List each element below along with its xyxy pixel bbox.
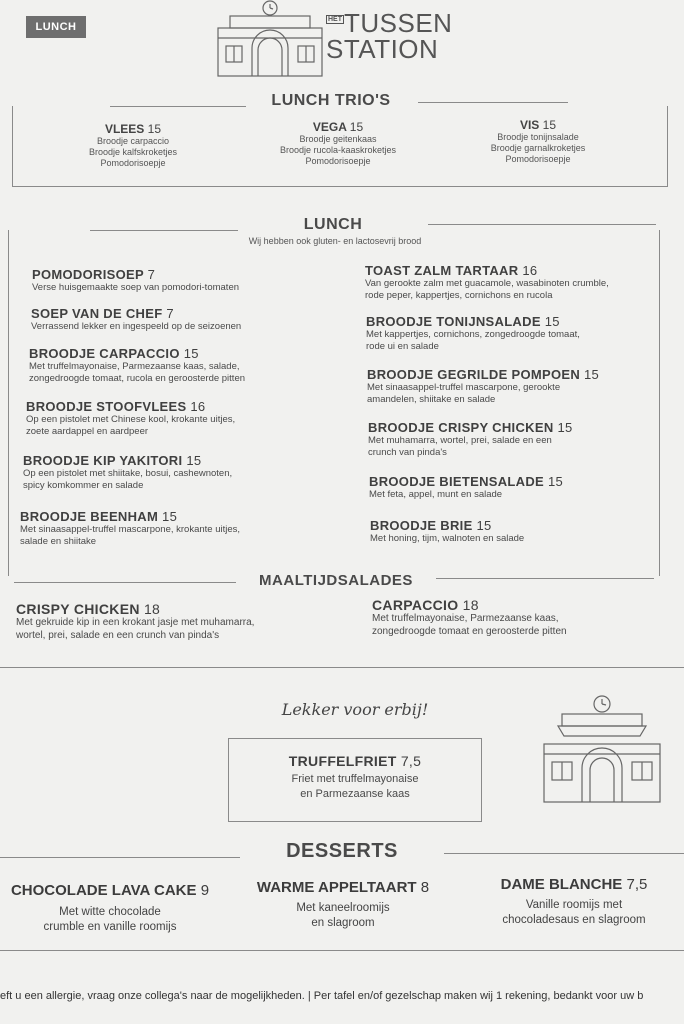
item-price: 15 <box>544 314 560 329</box>
item-price: 16 <box>522 263 538 278</box>
trio-line: Broodje rucola-kaaskroketjes <box>279 145 397 155</box>
item-price: 15 <box>162 509 178 524</box>
item-desc: Met honing, tijm, walnoten en salade <box>370 533 525 544</box>
item-name: BROODJE GEGRILDE POMPOEN <box>367 367 581 382</box>
item-price: 15 <box>547 474 564 489</box>
item-desc: Met gekruide kip in een krokant jasje met muhamarra, <box>16 617 255 628</box>
item-desc: zoete aardappel en aardpeer <box>26 425 149 437</box>
extra-item <box>229 753 481 802</box>
divider <box>436 578 654 579</box>
item-price: 15 <box>583 367 600 382</box>
item-desc: rode peper, kappertjes, cornichons en rucola <box>365 289 553 301</box>
item-price: 8 <box>420 879 430 896</box>
item-name: CARPACCIO <box>372 597 459 613</box>
trio-price: 15 <box>147 122 162 136</box>
menu-item <box>369 474 659 501</box>
station-logo-icon <box>216 0 324 78</box>
item-desc: Op een pistolet met shiitake, bosui, cashewnoten, <box>23 468 233 479</box>
item-price: 18 <box>462 597 479 613</box>
item-desc: en Parmezaanse kaas <box>300 788 410 800</box>
item-name: BROODJE CARPACCIO <box>29 346 180 361</box>
trio-name: VIS <box>519 118 540 132</box>
menu-item <box>29 346 349 384</box>
trio-line: Pomodorisoepje <box>505 154 571 164</box>
restaurant-logo <box>326 10 452 62</box>
item-name: TRUFFELFRIET <box>288 753 397 769</box>
item-desc: Met kappertjes, cornichons, zongedroogde tomaat, <box>366 329 580 340</box>
item-name: BROODJE BEENHAM <box>20 509 159 524</box>
trio-line: Pomodorisoepje <box>100 158 166 168</box>
item-desc: Op een pistolet met Chinese kool, krokante uitjes, <box>26 414 236 425</box>
menu-item <box>366 314 656 352</box>
menu-item <box>31 306 351 333</box>
trio-name: VLEES <box>104 122 145 136</box>
footer-note: eft u een allergie, vraag onze collega's naar de mogelijkheden. | Per tafel en/of gezelschap maken wij 1 rekening, bedankt voor uw b <box>0 990 644 1002</box>
item-desc: salade en shiitake <box>20 535 97 547</box>
item-desc: Verse huisgemaakte soep van pomodori-tomaten <box>32 282 240 293</box>
menu-item <box>368 420 658 458</box>
item-price: 15 <box>183 346 199 361</box>
trio-name: VEGA <box>312 120 347 134</box>
item-name: BROODJE TONIJNSALADE <box>366 314 541 329</box>
item-name: SOEP VAN DE CHEF <box>31 306 163 321</box>
salads-title: MAALTIJDSALADES <box>259 572 413 589</box>
item-desc: Met witte chocolade <box>59 906 161 918</box>
item-price: 16 <box>190 399 206 414</box>
trio-vlees <box>53 122 213 169</box>
trio-line: Broodje garnalkroketjes <box>490 143 586 153</box>
item-name: BROODJE STOOFVLEES <box>26 399 187 414</box>
menu-item <box>370 518 660 545</box>
menu-item <box>32 267 352 294</box>
menu-item <box>365 263 655 301</box>
item-desc: crumble en vanille roomijs <box>43 921 177 933</box>
lunch-subtitle: Wij hebben ook gluten- en lactosevrij brood <box>248 236 422 246</box>
item-name: TOAST ZALM TARTAAR <box>365 263 519 278</box>
station-building-icon <box>540 692 664 804</box>
item-price: 7 <box>147 267 156 282</box>
item-desc: en slagroom <box>311 917 375 929</box>
trio-price: 15 <box>349 120 364 134</box>
divider <box>0 667 684 668</box>
menu-item <box>367 367 657 405</box>
item-desc: Met sinaasappel-truffel mascarpone, krokante uitjes, <box>20 524 241 535</box>
item-name: BROODJE BRIE <box>370 518 473 533</box>
menu-item <box>26 399 346 437</box>
item-price: 9 <box>200 882 210 899</box>
item-name: POMODORISOEP <box>32 267 144 282</box>
item-desc: rode ui en salade <box>366 340 439 352</box>
item-desc: Verrassend lekker en ingespeeld op de seizoenen <box>31 321 242 332</box>
item-desc: amandelen, shiitake en salade <box>367 393 496 405</box>
item-price: 7,5 <box>626 876 648 893</box>
trio-vis <box>453 118 623 165</box>
menu-item <box>20 509 340 547</box>
item-desc: Met truffelmayonaise, Parmezaanse kaas, <box>372 613 559 624</box>
item-desc: zongedroogde tomaat, rucola en geroosterde pitten <box>29 372 246 384</box>
trios-box <box>12 106 668 187</box>
dessert-item <box>240 879 446 931</box>
item-desc: chocoladesaus en slagroom <box>502 914 646 926</box>
divider <box>428 224 656 225</box>
divider <box>0 950 684 951</box>
trio-price: 15 <box>542 118 557 132</box>
item-name: BROODJE CRISPY CHICKEN <box>368 420 554 435</box>
salad-item <box>16 601 346 642</box>
item-desc: zongedroogde tomaat en geroosterde pitten <box>372 625 567 637</box>
divider <box>444 853 684 854</box>
menu-item <box>23 453 343 491</box>
trio-line: Broodje tonijnsalade <box>497 132 579 142</box>
item-desc: Met feta, appel, munt en salade <box>369 489 503 500</box>
extra-box <box>228 738 482 822</box>
logo-line1: TUSSEN <box>344 8 453 38</box>
salad-item <box>372 597 672 638</box>
item-name: CRISPY CHICKEN <box>16 601 140 617</box>
logo-het: HET <box>328 16 342 23</box>
item-desc: Vanille roomijs met <box>525 899 623 911</box>
item-desc: crunch van pinda's <box>368 446 447 458</box>
item-desc: spicy komkommer en salade <box>23 479 144 491</box>
trio-line: Pomodorisoepje <box>305 156 371 166</box>
item-desc: Met muhamarra, wortel, prei, salade en een <box>368 435 552 446</box>
divider <box>0 857 240 858</box>
item-desc: Met kaneelroomijs <box>296 902 390 914</box>
item-price: 15 <box>476 518 492 533</box>
logo-line2: STATION <box>326 34 439 64</box>
item-name: CHOCOLADE LAVA CAKE <box>10 882 197 899</box>
divider <box>418 102 568 103</box>
item-desc: Met truffelmayonaise, Parmezaanse kaas, salade, <box>29 361 240 372</box>
item-name: BROODJE BIETENSALADE <box>369 474 545 489</box>
item-price: 7,5 <box>400 753 422 769</box>
item-price: 7 <box>166 306 174 321</box>
trios-title: LUNCH TRIO'S <box>271 92 391 109</box>
item-desc: Friet met truffelmayonaise <box>291 773 419 785</box>
lunch-title: LUNCH <box>303 216 363 233</box>
trio-line: Broodje carpaccio <box>96 136 170 146</box>
item-desc: Met sinaasappel-truffel mascarpone, gerookte <box>367 382 561 393</box>
item-price: 15 <box>186 453 202 468</box>
item-price: 15 <box>557 420 573 435</box>
item-name: DAME BLANCHE <box>500 876 623 893</box>
dessert-item <box>0 882 220 935</box>
desserts-title: DESSERTS <box>286 840 398 862</box>
trio-line: Broodje kalfskroketjes <box>88 147 178 157</box>
extra-script: Lekker voor erbij! <box>281 700 429 719</box>
item-name: WARME APPELTAART <box>256 879 417 896</box>
item-price: 18 <box>143 601 161 617</box>
item-desc: Van gerookte zalm met guacamole, wasabinoten crumble, <box>365 278 609 289</box>
lunch-badge: LUNCH <box>26 16 86 38</box>
trio-line: Broodje geitenkaas <box>299 134 377 144</box>
dessert-item <box>484 876 664 928</box>
item-name: BROODJE KIP YAKITORI <box>23 453 183 468</box>
divider <box>14 582 236 583</box>
item-desc: wortel, prei, salade en een crunch van pinda's <box>16 629 220 641</box>
trio-vega <box>253 120 423 167</box>
